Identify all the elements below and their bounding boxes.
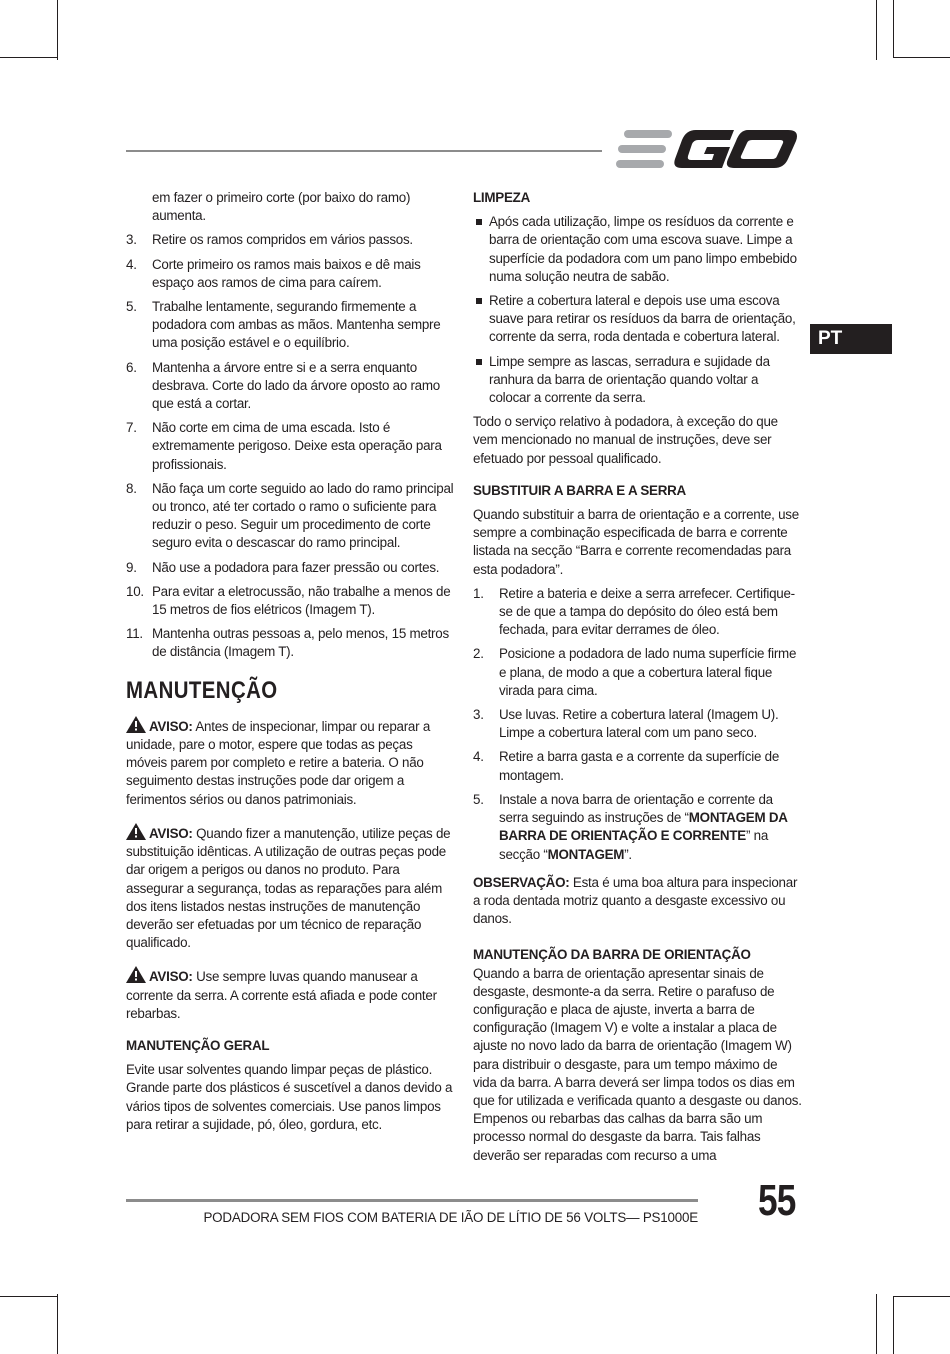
list-item: 10. Para evitar a eletrocussão, não trabalhe a menos de 15 metros de fios elétricos (Imagem T). — [126, 583, 451, 618]
cleaning-list — [473, 213, 803, 407]
warning-triangle-icon — [126, 966, 146, 983]
warning-paragraph: AVISO: Quando fizer a manutenção, utilize peças de substituição idênticas. A utilização de outras peças pode dar origem a perigos ou danos no produto. Para assegurar a segurança, todas as reparações para além dos itens listados nestas instruções de manutenção deverão ser efetuadas por um técnico de reparação qualificado. — [126, 823, 456, 952]
list-item: Após cada utilização, limpe os resíduos da corrente e barra de orientação com uma escova suave. Limpe a superfície da podadora com um pano limpo embebido numa solução neutra de sabão. — [473, 213, 803, 286]
warning-label: AVISO: — [149, 718, 193, 734]
crop-mark — [893, 1296, 950, 1297]
list-item: 4. Retire a barra gasta e a corrente da superfície de montagem. — [473, 749, 780, 783]
warning-paragraph: AVISO: Use sempre luvas quando manusear a corrente da serra. A corrente está afiada e pode conter rebarbas. — [126, 966, 456, 1023]
language-tab: PT — [810, 324, 892, 354]
note-label: OBSERVAÇÃO: — [473, 874, 570, 890]
list-item: Retire a cobertura lateral e depois use uma escova suave para retirar os resíduos da barra de orientação, corrente da serra, roda dentada e cobertura lateral. — [473, 292, 803, 347]
list-item: 6. Mantenha a árvore entre si e a serra enquanto desbrava. Corte do lado da árvore oposto ao ramo que está a cortar. — [126, 359, 440, 412]
replace-intro: Quando substituir a barra de orientação e a corrente, use sempre a combinação especificada de barra e corrente listada na secção “Barra e corrente recomendadas para esta podadora”. — [473, 507, 799, 577]
service-text: Todo o serviço relativo à podadora, à exceção do que vem mencionado no manual de instruções, deve ser efetuado por pessoal qualificado. — [473, 414, 778, 466]
bullet-square-icon — [476, 219, 482, 225]
ego-logo — [616, 128, 802, 177]
list-item: 7. Não corte em cima de uma escada. Isto é extremamente perigoso. Deixe esta operação para profissionais. — [126, 420, 442, 472]
left-column — [126, 189, 456, 1148]
section-title: MANUTENÇÃO — [126, 676, 278, 704]
bullet-square-icon — [476, 359, 482, 365]
crop-mark — [57, 0, 58, 60]
general-maintenance-text: Evite usar solventes quando limpar peças de plástico. Grande parte dos plásticos é suscetível a danos devido a vários tipos de solventes comerciais. Use panos limpos para retirar a sujidade, pó, óleo, gordura, etc. — [126, 1062, 453, 1132]
list-item: 2. Posicione a podadora de lado numa superfície firme e plana, de modo a que a cobertura lateral fique virada para cima. — [473, 646, 797, 698]
crop-mark — [0, 57, 57, 58]
footer-rule — [126, 1199, 698, 1202]
note-paragraph: OBSERVAÇÃO: Esta é uma boa altura para inspecionar a roda dentada motriz quanto a desgaste excessivo ou danos. — [473, 874, 798, 927]
warning-triangle-icon — [126, 823, 146, 840]
crop-mark — [876, 1294, 877, 1354]
list-item: 3. Use luvas. Retire a cobertura lateral (Imagem U). Limpe a cobertura lateral com um pano seco. — [473, 707, 779, 741]
replace-title: SUBSTITUIR A BARRA E A SERRA — [473, 482, 686, 498]
warning-label: AVISO: — [149, 825, 193, 841]
right-column — [473, 189, 803, 1179]
footer-product-title: PODADORA SEM FIOS COM BATERIA DE IÃO DE LÍTIO DE 56 VOLTS— PS1000E — [203, 1210, 698, 1225]
list-continuation: em fazer o primeiro corte (por baixo do ramo) aumenta. — [152, 190, 411, 224]
header-rule — [126, 150, 602, 152]
crop-mark — [57, 1294, 58, 1354]
crop-mark — [0, 1296, 57, 1297]
crop-mark — [893, 0, 894, 57]
crop-mark — [893, 1296, 894, 1354]
list-item: 4. Corte primeiro os ramos mais baixos e dê mais espaço aos ramos de cima para caírem. — [126, 256, 421, 290]
list-item: 5. Instale a nova barra de orientação e corrente da serra seguindo as instruções de “MONTAGEM DA BARRA DE ORIENTAÇÃO E CORRENTE” na secção “MONTAGEM”. — [473, 791, 788, 862]
crop-mark — [893, 57, 950, 58]
bullet-square-icon — [476, 298, 482, 304]
replace-steps-list — [473, 585, 803, 864]
list-item: 5. Trabalhe lentamente, segurando firmemente a podadora com ambas as mãos. Mantenha sempre uma posição estável e o equilíbrio. — [126, 299, 441, 351]
bar-maintenance-title: MANUTENÇÃO DA BARRA DE ORIENTAÇÃO — [473, 947, 751, 963]
crop-mark — [876, 0, 877, 60]
general-maintenance-title: MANUTENÇÃO GERAL — [126, 1037, 270, 1053]
bar-maintenance-text: Quando a barra de orientação apresentar sinais de desgaste, desmonte-a da serra. Retire o parafuso de configuração e placa de ajuste, inverta a barra de configuração (Imagem V) e volte a instalar a placa de ajuste no novo lado da barra de orientação (Imagem W) para distribuir o desgaste, para um tempo máximo de vida da barra. A barra deverá ser limpa todos os dias em que for utilizada e verificada quanto a desgaste ou danos. Empenos ou rebarbas das calhas da barra são um processo normal do desgaste da barra. Tais falhas deverão ser reparadas com recurso a uma — [473, 965, 802, 1163]
cleaning-title: LIMPEZA — [473, 190, 531, 205]
list-item: 8. Não faça um corte seguido ao lado do ramo principal ou tronco, até ter cortado o ramo o suficiente para reduzir o peso. Seguir um procedimento de corte seguro evita o descascar do ramo principal. — [126, 480, 454, 551]
list-item: 9. Não use a podadora para fazer pressão ou cortes. — [126, 559, 440, 575]
list-item: Limpe sempre as lascas, serradura e sujidade da ranhura da barra de orientação quando voltar a colocar a corrente da serra. — [473, 353, 803, 408]
warning-paragraph: AVISO: Antes de inspecionar, limpar ou reparar a unidade, pare o motor, espere que todas as peças móveis parem por completo e retire a bateria. O não seguimento destas instruções pode dar origem a ferimentos sérios ou danos patrimoniais. — [126, 716, 456, 809]
warning-label: AVISO: — [149, 969, 193, 985]
warning-triangle-icon — [126, 716, 146, 733]
list-item: 3. Retire os ramos compridos em vários passos. — [126, 232, 413, 248]
list-item: 1. Retire a bateria e deixe a serra arrefecer. Certifique-se de que a tampa do depósito do óleo está bem fechada, para evitar derrames de óleo. — [473, 585, 795, 638]
cutting-steps-list — [126, 231, 456, 661]
page-number: 55 — [758, 1176, 796, 1225]
list-item: 11. Mantenha outras pessoas a, pelo menos, 15 metros de distância (Imagem T). — [126, 626, 449, 660]
